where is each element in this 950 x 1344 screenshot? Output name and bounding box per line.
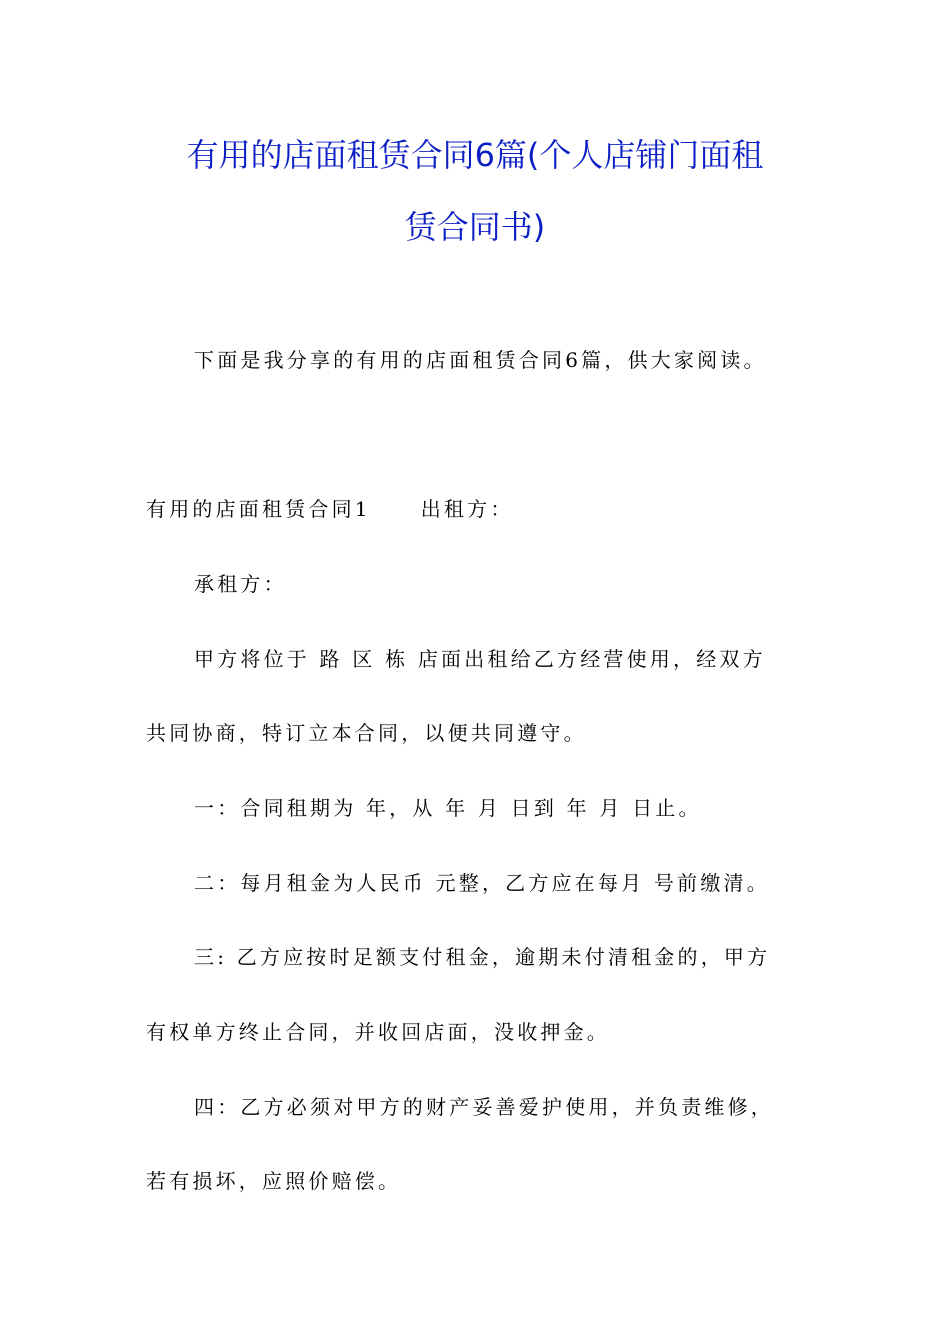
clause-1: 一：合同租期为 年，从 年 月 日到 年 月 日止。 (194, 796, 702, 820)
document-title-line-2: 赁合同书) (404, 208, 546, 246)
section-heading-row (146, 495, 514, 523)
paragraph-1-line-2: 共同协商，特订立本合同，以便共同遵守。 (146, 721, 587, 745)
intro-paragraph: 下面是我分享的有用的店面租赁合同6篇，供大家阅读。 (194, 348, 767, 372)
clause-3-line-2: 有权单方终止合同，并收回店面，没收押金。 (146, 1020, 610, 1044)
section-heading: 有用的店面租赁合同1 (146, 497, 371, 521)
lessee-label: 承租方： (194, 572, 287, 596)
lessor-label: 出租方： (420, 497, 514, 521)
clause-4-line-1: 四：乙方必须对甲方的财产妥善爱护使用，并负责维修， (194, 1095, 774, 1119)
paragraph-1-line-1: 甲方将位于 路 区 栋 店面出租给乙方经营使用，经双方 (194, 647, 766, 671)
document-title-line-1: 有用的店面租赁合同6篇(个人店铺门面租 (186, 136, 764, 174)
clause-4-line-2: 若有损坏，应照价赔偿。 (146, 1169, 402, 1193)
clause-2: 二：每月租金为人民币 元整，乙方应在每月 号前缴清。 (194, 871, 770, 895)
clause-3-line-1: 三: 乙方应按时足额支付租金，逾期未付清租金的，甲方 (194, 945, 771, 969)
